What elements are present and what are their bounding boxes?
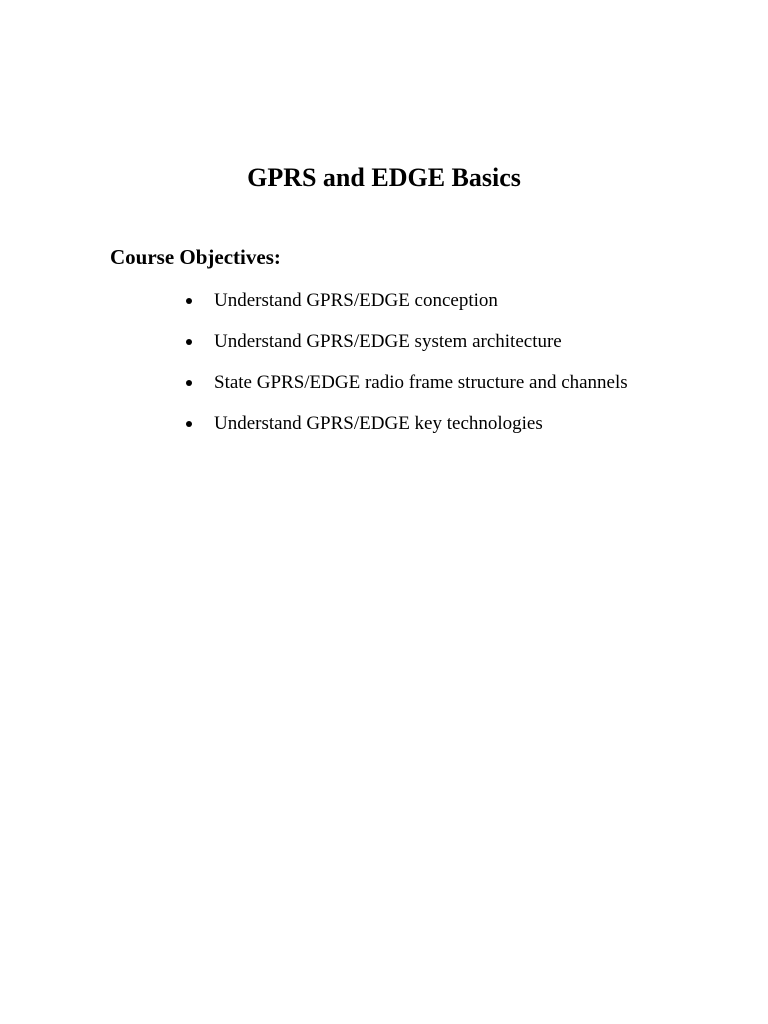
bullet-icon bbox=[186, 339, 192, 345]
bullet-icon bbox=[186, 421, 192, 427]
bullet-icon bbox=[186, 298, 192, 304]
objective-text: Understand GPRS/EDGE system architecture bbox=[214, 331, 562, 352]
objective-text: Understand GPRS/EDGE conception bbox=[214, 290, 498, 311]
course-objectives-heading: Course Objectives: bbox=[110, 245, 281, 269]
bullet-icon bbox=[186, 380, 192, 386]
objective-text: State GPRS/EDGE radio frame structure and channels bbox=[214, 372, 628, 393]
page-title: GPRS and EDGE Basics bbox=[247, 163, 521, 192]
objective-text: Understand GPRS/EDGE key technologies bbox=[214, 413, 543, 434]
